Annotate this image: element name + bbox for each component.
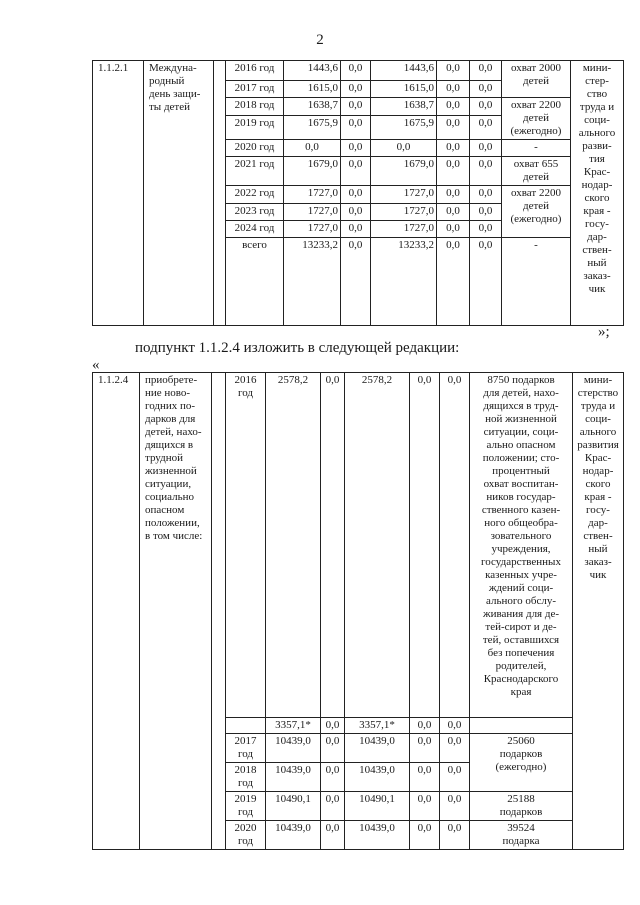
cell-regional: 1679,0 [371, 157, 437, 186]
cell-local: 0,0 [410, 821, 440, 850]
cell-year: всего [226, 238, 284, 326]
cell-extrabudget: 0,0 [470, 98, 502, 116]
cell-regional: 1615,0 [371, 81, 437, 98]
cell-regional: 10490,1 [345, 792, 410, 821]
cell-total: 13233,2 [284, 238, 341, 326]
cell-year: 2018 год [226, 763, 266, 792]
cell-total: 3357,1* [266, 718, 321, 734]
cell-result: - [502, 140, 571, 157]
cell-federal: 0,0 [321, 734, 345, 763]
cell-total: 1727,0 [284, 204, 341, 221]
cell-executor: мини- стер- ство труда и соци- ального разви- тия Крас- нодар- ского края - госу- дар- ствен- ный заказ- чик [571, 61, 624, 326]
cell-year: 2017 год [226, 734, 266, 763]
cell-federal: 0,0 [341, 98, 371, 116]
cell-extrabudget: 0,0 [440, 792, 470, 821]
cell-year [226, 718, 266, 734]
spacer-cell [214, 61, 226, 326]
cell-federal: 0,0 [321, 821, 345, 850]
cell-local: 0,0 [437, 204, 470, 221]
cell-total: 10490,1 [266, 792, 321, 821]
cell-total: 1443,6 [284, 61, 341, 81]
cell-total: 0,0 [284, 140, 341, 157]
cell-regional: 1443,6 [371, 61, 437, 81]
cell-year: 2019 год [226, 792, 266, 821]
cell-regional: 10439,0 [345, 821, 410, 850]
cell-result: охват 2200 детей (ежегодно) [502, 98, 571, 140]
cell-federal: 0,0 [341, 157, 371, 186]
cell-federal: 0,0 [341, 61, 371, 81]
cell-extrabudget: 0,0 [470, 115, 502, 139]
cell-year: 2022 год [226, 186, 284, 204]
cell-extrabudget: 0,0 [440, 821, 470, 850]
cell-local: 0,0 [437, 157, 470, 186]
cell-regional: 1727,0 [371, 186, 437, 204]
cell-total: 1675,9 [284, 115, 341, 139]
cell-local: 0,0 [410, 792, 440, 821]
cell-extrabudget: 0,0 [470, 157, 502, 186]
cell-regional: 3357,1* [345, 718, 410, 734]
cell-result: - [502, 238, 571, 326]
cell-federal: 0,0 [341, 221, 371, 238]
cell-year: 2018 год [226, 98, 284, 116]
cell-regional: 1727,0 [371, 204, 437, 221]
cell-federal: 0,0 [341, 204, 371, 221]
cell-year: 2019 год [226, 115, 284, 139]
cell-year: 2017 год [226, 81, 284, 98]
item-name: приобрете- ние ново- годних по- дарков для детей, нахо- дящихся в трудной жизненной ситуации, социально опасном положении, в том числе: [140, 373, 212, 850]
cell-local: 0,0 [437, 61, 470, 81]
closing-quote: »; [598, 324, 610, 340]
cell-year: 2016 год [226, 61, 284, 81]
cell-result: 39524 подарка [470, 821, 573, 850]
table-program-1-1-2-1 [92, 60, 624, 326]
cell-federal: 0,0 [321, 718, 345, 734]
item-code: 1.1.2.4 [93, 373, 140, 850]
cell-regional: 0,0 [371, 140, 437, 157]
cell-local: 0,0 [437, 186, 470, 204]
cell-extrabudget: 0,0 [470, 186, 502, 204]
cell-executor: мини- стерство труда и соци- ального развития Крас- нодар- ского края - госу- дар- ствен- ный заказ- чик [573, 373, 624, 850]
cell-regional: 13233,2 [371, 238, 437, 326]
subheading: подпункт 1.1.2.4 изложить в следующей редакции: [135, 340, 460, 356]
cell-total: 1727,0 [284, 186, 341, 204]
cell-local: 0,0 [437, 115, 470, 139]
cell-result: 8750 подарков для детей, нахо- дящихся в труд- ной жизненной ситуации, соци- ально опасном положении; сто- процентный охват воспитан- ников государ- ственного казен- ного общеобра- зовательного учреждения, государственных казенных учре- ждений соци- ального обслу- живания для де- тей-сирот и де- тей, оставшихся без попечения родителей, Краснодарского края [470, 373, 573, 718]
cell-total: 1638,7 [284, 98, 341, 116]
cell-year: 2016 год [226, 373, 266, 718]
item-name: Междуна- родный день защи- ты детей [144, 61, 214, 326]
cell-result: охват 2200 детей (ежегодно) [502, 186, 571, 238]
cell-extrabudget: 0,0 [470, 238, 502, 326]
cell-extrabudget: 0,0 [470, 204, 502, 221]
cell-local: 0,0 [437, 98, 470, 116]
cell-regional: 1675,9 [371, 115, 437, 139]
cell-total: 1679,0 [284, 157, 341, 186]
page-number: 2 [316, 32, 324, 48]
item-code: 1.1.2.1 [93, 61, 144, 326]
cell-local: 0,0 [410, 373, 440, 718]
table-program-1-1-2-4 [92, 372, 624, 850]
cell-result: охват 2000 детей [502, 61, 571, 98]
cell-federal: 0,0 [321, 792, 345, 821]
cell-regional: 10439,0 [345, 763, 410, 792]
opening-quote: « [92, 357, 100, 373]
cell-total: 1727,0 [284, 221, 341, 238]
cell-local: 0,0 [437, 238, 470, 326]
cell-year: 2021 год [226, 157, 284, 186]
cell-total: 1615,0 [284, 81, 341, 98]
cell-year: 2020 год [226, 140, 284, 157]
cell-result: 25188 подарков [470, 792, 573, 821]
cell-local: 0,0 [437, 140, 470, 157]
cell-total: 10439,0 [266, 763, 321, 792]
cell-local: 0,0 [410, 763, 440, 792]
cell-regional: 1727,0 [371, 221, 437, 238]
cell-regional: 1638,7 [371, 98, 437, 116]
cell-result [470, 718, 573, 734]
cell-federal: 0,0 [341, 81, 371, 98]
cell-federal: 0,0 [321, 373, 345, 718]
cell-total: 10439,0 [266, 734, 321, 763]
cell-local: 0,0 [437, 221, 470, 238]
cell-extrabudget: 0,0 [470, 61, 502, 81]
cell-extrabudget: 0,0 [440, 718, 470, 734]
cell-year: 2024 год [226, 221, 284, 238]
cell-extrabudget: 0,0 [440, 734, 470, 763]
cell-extrabudget: 0,0 [470, 81, 502, 98]
cell-federal: 0,0 [341, 186, 371, 204]
cell-year: 2020 год [226, 821, 266, 850]
spacer-cell [212, 373, 226, 850]
cell-federal: 0,0 [321, 763, 345, 792]
cell-local: 0,0 [410, 734, 440, 763]
cell-year: 2023 год [226, 204, 284, 221]
cell-extrabudget: 0,0 [470, 140, 502, 157]
cell-total: 10439,0 [266, 821, 321, 850]
cell-extrabudget: 0,0 [470, 221, 502, 238]
cell-extrabudget: 0,0 [440, 373, 470, 718]
cell-local: 0,0 [410, 718, 440, 734]
cell-federal: 0,0 [341, 140, 371, 157]
cell-total: 2578,2 [266, 373, 321, 718]
cell-federal: 0,0 [341, 115, 371, 139]
cell-federal: 0,0 [341, 238, 371, 326]
cell-regional: 2578,2 [345, 373, 410, 718]
cell-extrabudget: 0,0 [440, 763, 470, 792]
cell-local: 0,0 [437, 81, 470, 98]
cell-result: 25060 подарков (ежегодно) [470, 734, 573, 792]
cell-regional: 10439,0 [345, 734, 410, 763]
cell-result: охват 655 детей [502, 157, 571, 186]
